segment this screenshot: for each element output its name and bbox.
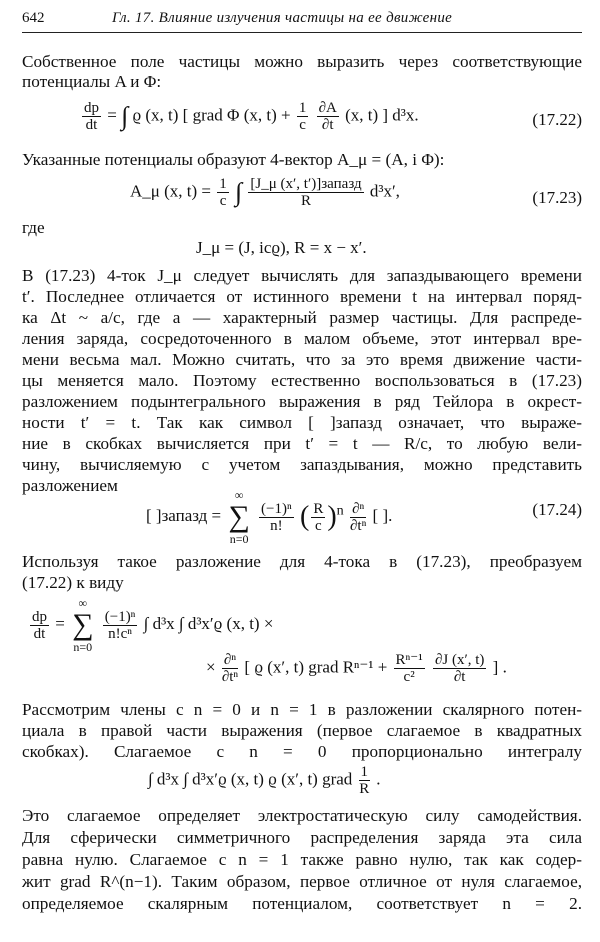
fraction: $\frac{\text{[J\_μ (x′, t′)]запазд}}{R}$ (250, 176, 362, 209)
summation: ∞ ∑ n=0 (72, 596, 94, 654)
fraction: $\frac{\text{Rⁿ⁻¹}}{\text{c²}}$ (395, 652, 423, 685)
text-line: Это слагаемое определяет электростатическую силу самодействия. (22, 806, 582, 825)
text-line: разложением (22, 476, 118, 495)
running-header (22, 8, 582, 33)
text-line: ка Δt ~ a/c, где a — характерный размер частицы. Для распреде- (22, 308, 582, 327)
fraction: $\frac{\text{(−1)ⁿ}}{\text{n!cⁿ}}$ (104, 608, 136, 642)
text-line: циала в правой части выражения (первое слагаемое в квадратных (22, 721, 582, 740)
equation-17-22: $\frac{dp}{dt}$ = ∫ ϱ (x, t) [ grad Φ (x, t) + $\frac{1}{c}$ $\frac{\partial A}{\partial t}$ (x, t) ] d³x. (84, 100, 419, 133)
fraction: $\frac{1}{c}$ (219, 176, 227, 209)
running-title: Гл. 17. Влияние излучения частицы на ее движение (112, 10, 453, 26)
text-line: Рассмотрим члены с n = 0 и n = 1 в разложении скалярного потен- (22, 700, 582, 719)
page-number: 642 (22, 10, 45, 26)
text-line: цы меняется мало. Поэтому естественно воспользоваться в (17.23) (22, 371, 582, 390)
fraction: $\frac{R}{c}$ (313, 500, 324, 534)
text-line: разложением подынтегрального выражения в ряд Тейлора в окрест- (22, 392, 582, 411)
text-line: скобках). Слагаемое с n = 0 пропорционально интегралу (22, 742, 582, 761)
text-line: мени весьма мал. Можно считать, что за это время движение части- (22, 350, 582, 369)
equation-number: (17.24) (532, 500, 582, 519)
definitions-line: J_μ = (J, icϱ), R = x − x′. (196, 238, 367, 257)
text-line: Для сферически симметричного распределения заряда эта сила (22, 828, 582, 847)
fraction: $\frac{\partial J (x', t)}{\partial t}$ (434, 652, 485, 685)
fraction: $\frac{\partial A}{\partial t}$ (318, 100, 337, 133)
text-line: Используя такое разложение для 4-тока в (17.23), преобразуем (22, 552, 582, 571)
integral-equation: ∫ d³x ∫ d³x′ϱ (x, t) ϱ (x′, t) grad $\frac{1}{R}$ . (148, 764, 381, 797)
fraction: $\frac{\text{(−1)ⁿ}}{n!}$ (261, 500, 292, 534)
fraction: $\frac{\text{∂ⁿ}}{\text{∂tⁿ}}$ (349, 500, 367, 534)
text-line: t′. Последнее отличается от истинного времени t на интервал поряд- (22, 287, 582, 306)
text-line: ности t′ = t. Так как символ [ ]запазд означает, что выраже- (22, 413, 582, 432)
text-line: В (17.23) 4-ток J_μ следует вычислять для запаздывающего времени (22, 266, 582, 285)
text-line: Собственное поле частицы можно выразить через соответствующие (22, 52, 582, 71)
equation-number: (17.22) (532, 110, 582, 129)
text-line: ления заряда, сосредоточенного в малом объеме, этот интервал вре- (22, 329, 582, 348)
fraction: $\frac{1}{c}$ (298, 100, 307, 133)
equation-17-24: [ ]запазд = ∞ ∑ n=0 $\frac{\text{(−1)ⁿ}}{n!}$ ( $\frac{R}{c}$ )$^n$ $\frac{\text{∂ⁿ}}{\text{∂tⁿ}}$ [ ]. (146, 488, 393, 546)
text-line: где (22, 218, 45, 237)
series-equation-line-1: $\frac{dp}{dt}$ = ∞ ∑ n=0 $\frac{\text{(−1)ⁿ}}{\text{n!cⁿ}}$ ∫ d³x ∫ d³x′ϱ (x, t) × (32, 596, 274, 654)
summation: ∞ ∑ n=0 (228, 488, 250, 546)
fraction: $\frac{\text{∂ⁿ}}{\text{∂tⁿ}}$ (221, 652, 239, 685)
series-equation-line-2: × $\frac{\text{∂ⁿ}}{\text{∂tⁿ}}$ [ ϱ (x′, t) grad Rⁿ⁻¹ + $\frac{\text{Rⁿ⁻¹}}{\text{c²}}$ $\frac{\partial J (x', t)}{\partial t}$ ] . (206, 652, 507, 685)
text-line: жит grad R^(n−1). Таким образом, первое отличное от нуля слагаемое, (22, 872, 582, 891)
fraction: $\frac{dp}{dt}$ (84, 100, 99, 133)
text-line: равна нулю. Слагаемое с n = 1 также равно нулю, так как содер- (22, 850, 582, 869)
text-line: чину, вычисляемую с учетом запаздывания, можно представить (22, 455, 582, 474)
equation-number: (17.23) (532, 188, 582, 207)
fraction: $\frac{dp}{dt}$ (32, 608, 47, 642)
equation-17-23: A_μ (x, t) = $\frac{1}{c}$ ∫ $\frac{\text{[J\_μ (x′, t′)]запазд}}{R}$ d³x′, (130, 176, 400, 209)
fraction: $\frac{1}{R}$ (359, 764, 370, 797)
text-line: Указанные потенциалы образуют 4-вектор A_μ = (A, i Φ): (22, 150, 445, 169)
text-line: определяемое скалярным потенциалом, соответствует n = 2. (22, 894, 582, 913)
text-line: ние в скобках вычисляется при t′ = t — R/c, то любую вели- (22, 434, 582, 453)
text-line: потенциалы A и Φ: (22, 72, 162, 91)
text-line: (17.22) к виду (22, 573, 124, 592)
